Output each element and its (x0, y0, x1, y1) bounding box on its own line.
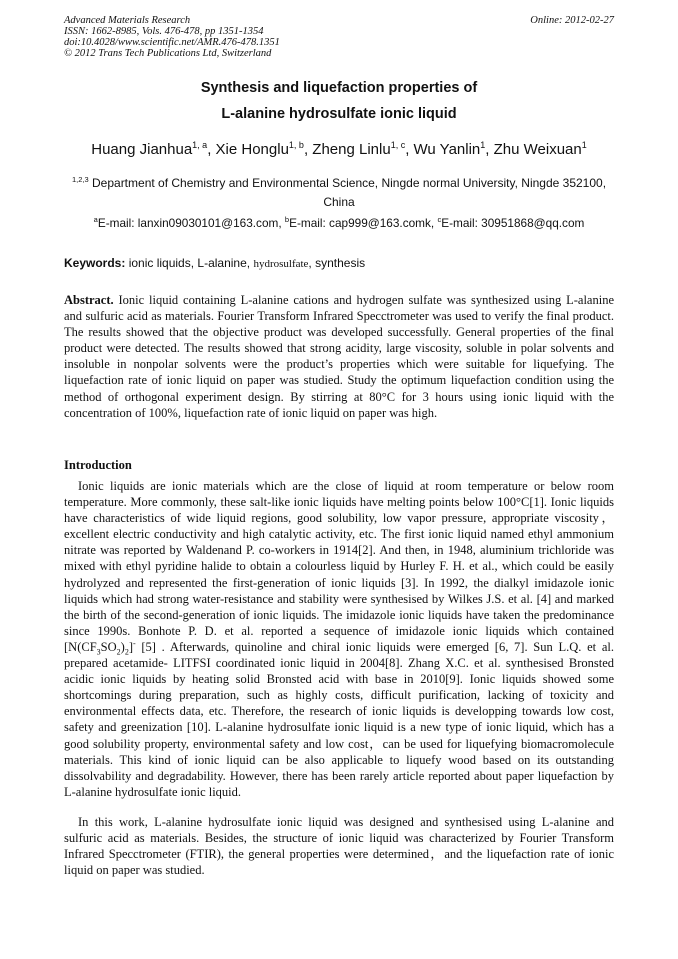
keywords-text-end: , synthesis (308, 256, 366, 270)
email-mark: c (437, 215, 442, 225)
formula-subscript: 3 (96, 647, 101, 657)
author-separator: , (405, 141, 414, 158)
author-separator: , (303, 141, 313, 158)
abstract-text: Ionic liquid containing L-alanine cations and hydrogen sulfate was synthesized using L-alanine and sulfuric acid as materials. Fourier Transform Infrared Specctrometer was used to verify the final product. The results showed that the objective product was developed successfully. General properties of the final product were detected. The results showed that strong acidity, large viscosity, soluble in polar solvents and insoluble in nonpolar solvents were the product’s properties which were suitable for liquefying. The liquefaction rate of ionic liquid on paper was studied. Study the optimum liquefaction condition using the method of orthogonal experiment design. By stirring at 80°C for 3 hours using ionic liquid with the concentration of 100%, liquefaction rate of ionic liquid on paper was high. (64, 293, 614, 420)
introduction-paragraph-2: In this work, L-alanine hydrosulfate ionic liquid was designed and synthesised using L-alanine and sulfuric acid as materials. Besides, the structure of ionic liquid was characterized by Fourier Transform Infrared Specctrometer (FTIR), the general properties were determined，and the liquefaction rate of ionic liquid on paper was studied. (64, 815, 614, 878)
author-name: Xie Honglu (215, 141, 289, 158)
author-affil-mark: 1, b (288, 140, 304, 150)
online-date: Online: 2012-02-27 (530, 15, 614, 26)
keywords-line (64, 256, 365, 270)
email-mark: b (284, 215, 290, 225)
introduction-paragraph-1 (64, 478, 614, 800)
affiliation (64, 174, 614, 212)
keywords-text: ionic liquids, L-alanine, (125, 256, 254, 270)
intro-text-part: Ionic liquids are ionic materials which are the close of liquid at room temperature or below room temperature. More commonly, these salt-like ionic liquids have melting points below 100°C[1]. Ionic liquids have characteristics of wide liquid regions, good solubility, low vapor pressure, appropriate viscosity，excellent electric conductivity and high catalytic activity, etc. The first ionic liquid named ethyl ammonium nitrate was reported by Waldenand P. co-workers in 1914[2]. And then, in 1948, aluminium trichloride was mixed with ethyl pyridine halide to obtain a colourless liquid by Hurley F. H. et al., which could be easily hydrolyzed and represented the first-generation of ionic liquids [3]. In 1992, the dialkyl imidazole ionic liquids which had strong water-resistance and stability were synthesised by Wilkes J.S. et al. [4] and marked the birth of the second-generation of ionic liquids. The imidazole ionic liquids have taken the predominance since 1990s. Bonhote P. D. et al. reported a sequence of imidazole ionic liquids which contained [N(CF (64, 479, 614, 654)
email-text: E-mail: lanxin09030101@163.com, (97, 216, 285, 230)
author-name: Zheng Linlu (312, 141, 391, 158)
author-name: Huang Jianhua (91, 141, 193, 158)
formula-subscript: 2 (116, 647, 121, 657)
paper-title-line-1: Synthesis and liquefaction properties of (200, 80, 478, 96)
formula-part: SO (100, 639, 117, 654)
abstract-label: Abstract. (64, 293, 114, 307)
author-affil-mark: 1 (480, 140, 486, 150)
journal-name: Advanced Materials Research (64, 15, 191, 26)
email-text: E-mail: 30951868@qq.com (441, 216, 585, 230)
author-affil-mark: 1, a (192, 140, 208, 150)
email-list (40, 216, 638, 230)
formula-subscript: 2 (124, 647, 129, 657)
author-separator: , (485, 141, 494, 158)
author-affil-mark: 1, c (390, 140, 406, 150)
formula-superscript: - (132, 638, 136, 648)
journal-doi: doi:10.4028/www.scientific.net/AMR.476-478.1351 (64, 37, 280, 48)
affiliation-text: Department of Chemistry and Environmental Science, Ningde normal University, Ningde 352100, China (92, 176, 607, 209)
author-affil-mark: 1 (581, 140, 587, 150)
email-text: E-mail: cap999@163.comk, (289, 216, 438, 230)
formula-part: ] (128, 639, 133, 654)
intro-text-part: [5] . Afterwards, quinoline and chiral ionic liquids were emerged [6, 7]. Sun L.Q. et al. prepared acetamide- LITFSI coordinated ionic liquid in 2004[8]. Zhang X.C. et al. synthesised Bronsted acidic ionic liquids by heating solid Bronsted acid with base in 2010[9]. Ionic liquids showed some shortcomings during preparation, such as highly costs, difficult purification, lacking of toxicity and environmental effects data, etc. Therefore, the research of ionic liquids is developping towards low cost, safety and greenization [10]. L-alanine hydrosulfate ionic liquid is a new type of ionic liquid, which has a good solubility property, environmental safety and low cost，can be used for liquefying biomacromolecule materials. This kind of ionic liquid can be also applicable to liquefy wood based on its outstanding dissolvability and degradability. However, there has been rarely article reported about paper liquefaction by L-alanine hydrosulfate ionic liquid. (64, 639, 614, 799)
section-heading-introduction: Introduction (64, 458, 132, 472)
paper-title-line-2: L-alanine hydrosulfate ionic liquid (221, 106, 457, 122)
affiliation-mark: 1,2,3 (71, 175, 89, 184)
abstract-paragraph (64, 292, 614, 421)
author-name: Wu Yanlin (413, 141, 481, 158)
keywords-text-serif: hydrosulfate (253, 258, 309, 270)
journal-copyright: © 2012 Trans Tech Publications Ltd, Switzerland (64, 48, 272, 59)
formula-part: ) (120, 639, 125, 654)
author-name: Zhu Weixuan (493, 141, 582, 158)
author-list (30, 141, 648, 158)
journal-issn: ISSN: 1662-8985, Vols. 476-478, pp 1351-1354 (64, 26, 264, 37)
journal-header (64, 15, 280, 59)
author-separator: , (207, 141, 216, 158)
email-mark: a (93, 215, 98, 225)
keywords-label: Keywords: (64, 256, 126, 270)
